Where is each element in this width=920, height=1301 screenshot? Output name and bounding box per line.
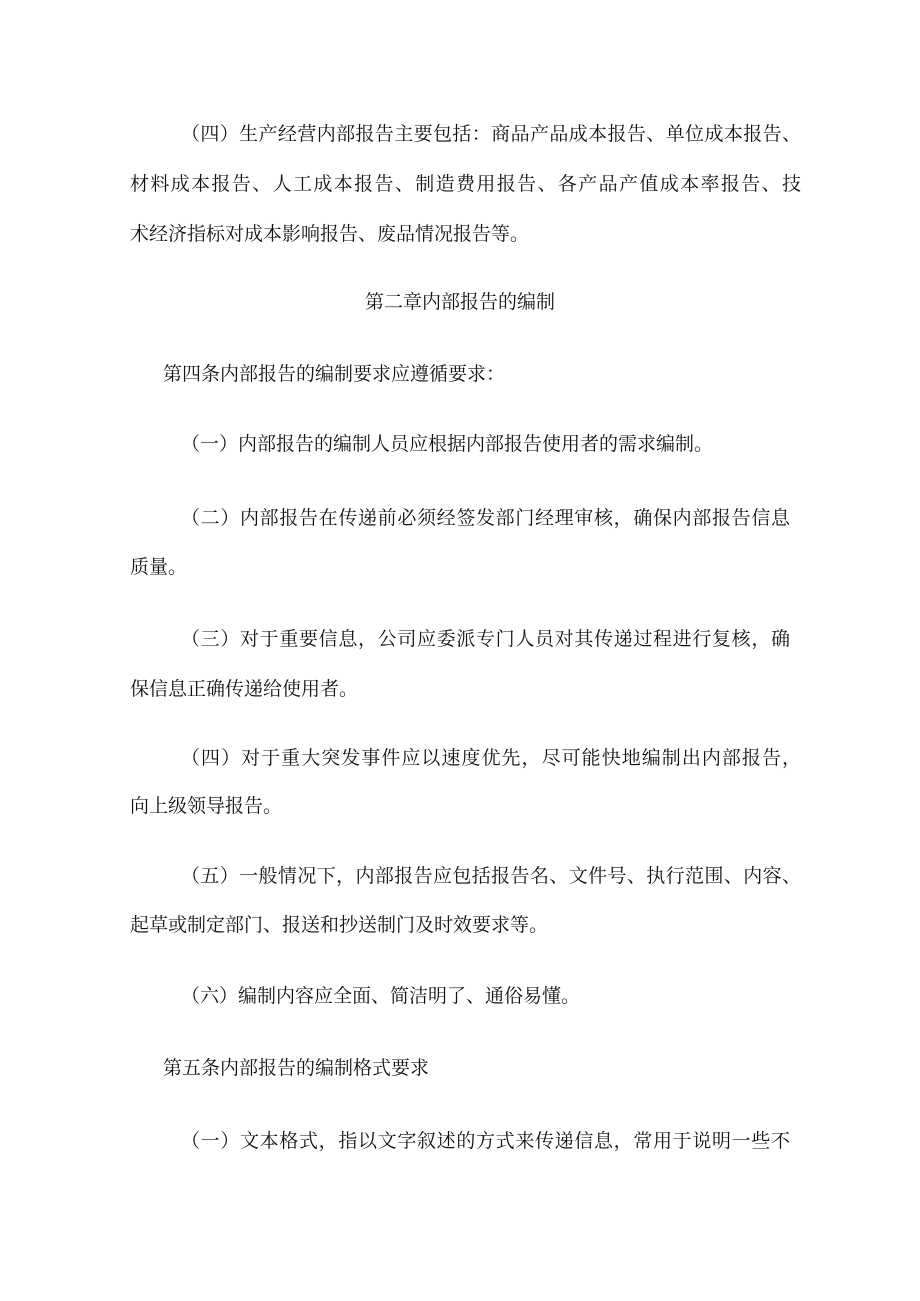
article-4-item-5-line-2: 起草或制定部门、报送和抄送制门及时效要求等。 bbox=[130, 914, 549, 936]
chapter-title: 第二章内部报告的编制 bbox=[364, 291, 555, 313]
para-4-line-1: （四）生产经营内部报告主要包括：商品产品成本报告、单位成本报告、 bbox=[181, 123, 801, 145]
article-4-item-1-line-1: （一）内部报告的编制人员应根据内部报告使用者的需求编制。 bbox=[181, 433, 714, 455]
article-4-item-5-line-1: （五）一般情况下，内部报告应包括报告名、文件号、执行范围、内容、 bbox=[181, 865, 801, 887]
article-4-item-4-line-1: （四）对于重大突发事件应以速度优先，尽可能快地编制出内部报告， bbox=[181, 747, 801, 769]
article-5-heading: 第五条内部报告的编制格式要求 bbox=[163, 1057, 430, 1079]
para-4-line-2: 材料成本报告、人工成本报告、制造费用报告、各产品产值成本率报告、技 bbox=[130, 173, 801, 195]
article-4-item-2-line-1: （二）内部报告在传递前必须经签发部门经理审核，确保内部报告信息 bbox=[181, 507, 790, 529]
article-4-item-4-line-2: 向上级领导报告。 bbox=[130, 795, 283, 817]
article-5-item-1-line-1: （一）文本格式，指以文字叙述的方式来传递信息，常用于说明一些不 bbox=[181, 1130, 790, 1152]
para-4-line-3: 术经济指标对成本影响报告、废品情况报告等。 bbox=[130, 223, 530, 245]
article-4-heading: 第四条内部报告的编制要求应遵循要求： bbox=[163, 363, 506, 385]
article-4-item-3-line-1: （三）对于重要信息，公司应委派专门人员对其传递过程进行复核，确 bbox=[181, 628, 790, 650]
article-4-item-3-line-2: 保信息正确传递给使用者。 bbox=[130, 678, 359, 700]
article-4-item-2-line-2: 质量。 bbox=[130, 556, 188, 578]
article-4-item-6-line-1: （六）编制内容应全面、简洁明了、通俗易懂。 bbox=[181, 985, 581, 1007]
